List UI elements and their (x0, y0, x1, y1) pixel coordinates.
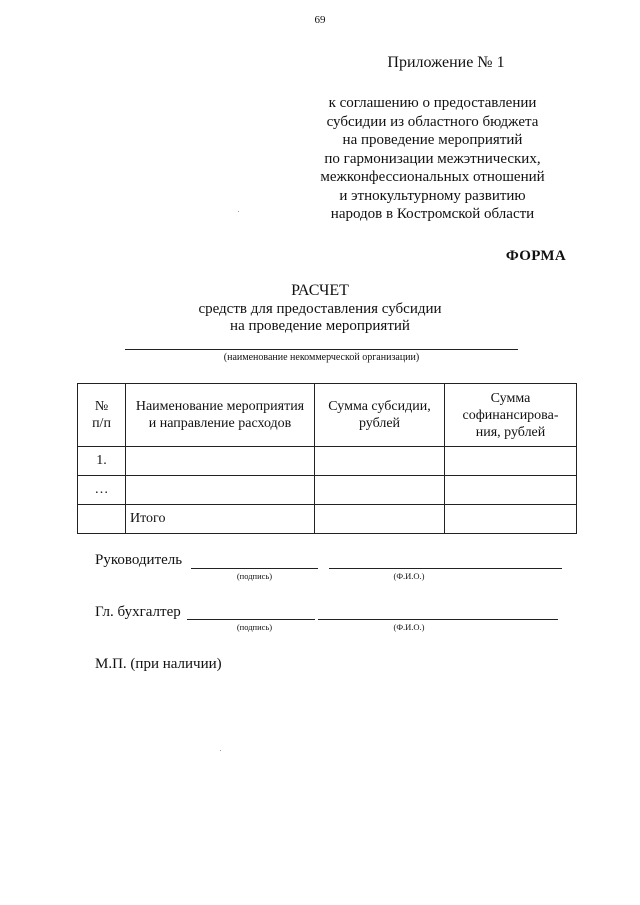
row-cofinancing (445, 476, 577, 505)
row-cofinancing (445, 447, 577, 476)
appendix-line: субсидии из областного бюджета (326, 113, 539, 130)
calculation-table (77, 383, 577, 534)
organization-caption: (наименование некоммерческой организации) (223, 352, 420, 363)
document-title: РАСЧЕТ (291, 282, 349, 299)
appendix-line: межконфессиональных отношений (320, 169, 545, 185)
table-header-row (78, 384, 577, 447)
header-cofinancing-amount: Сумма софинансирова- ния, рублей (445, 384, 577, 447)
subtitle-line: на проведение мероприятий (230, 318, 410, 334)
scan-speck (238, 211, 239, 212)
row-subsidy (315, 447, 445, 476)
appendix-line: к соглашению о предоставлении (328, 95, 537, 111)
accountant-name-line (318, 619, 558, 620)
table-total-row (78, 505, 577, 534)
accountant-signature-caption: (подпись) (236, 622, 273, 632)
appendix-line: народов в Костромской области (330, 206, 535, 222)
organization-name-line (125, 349, 518, 350)
page-number: 69 (314, 14, 326, 26)
appendix-line: на проведение мероприятий (342, 132, 523, 148)
subtitle-line: средств для предоставления субсидии (198, 301, 442, 317)
total-label: Итого (126, 505, 315, 534)
header-subsidy-amount: Сумма субсидии, рублей (315, 384, 445, 447)
row-number: 1. (78, 447, 126, 476)
header-event-name: Наименование мероприятия и направление расходов (126, 384, 315, 447)
appendix-line: и этнокультурному развитию (339, 187, 526, 204)
appendix-line: по гармонизации межэтнических, (324, 150, 541, 167)
head-name-line (329, 568, 562, 569)
accountant-name-caption: (Ф.И.О.) (393, 622, 425, 632)
table-row (78, 476, 577, 505)
form-label: ФОРМА (505, 248, 566, 264)
header-number: № п/п (78, 384, 126, 447)
total-subsidy (315, 505, 445, 534)
row-event-name (126, 476, 315, 505)
head-signature-line (191, 568, 318, 569)
head-signature-caption: (подпись) (236, 571, 273, 581)
appendix-description (300, 94, 565, 224)
stamp-label: М.П. (при наличии) (95, 656, 222, 672)
row-subsidy (315, 476, 445, 505)
appendix-title: Приложение № 1 (387, 54, 505, 71)
document-subtitle (130, 301, 510, 335)
row-number: … (78, 476, 126, 505)
head-name-caption: (Ф.И.О.) (393, 571, 425, 581)
accountant-label: Гл. бухгалтер (95, 604, 181, 620)
row-event-name (126, 447, 315, 476)
total-cofinancing (445, 505, 577, 534)
head-label: Руководитель (95, 552, 183, 568)
accountant-signature-line (187, 619, 315, 620)
scan-speck (220, 750, 221, 751)
row-number (78, 505, 126, 534)
table-row (78, 447, 577, 476)
